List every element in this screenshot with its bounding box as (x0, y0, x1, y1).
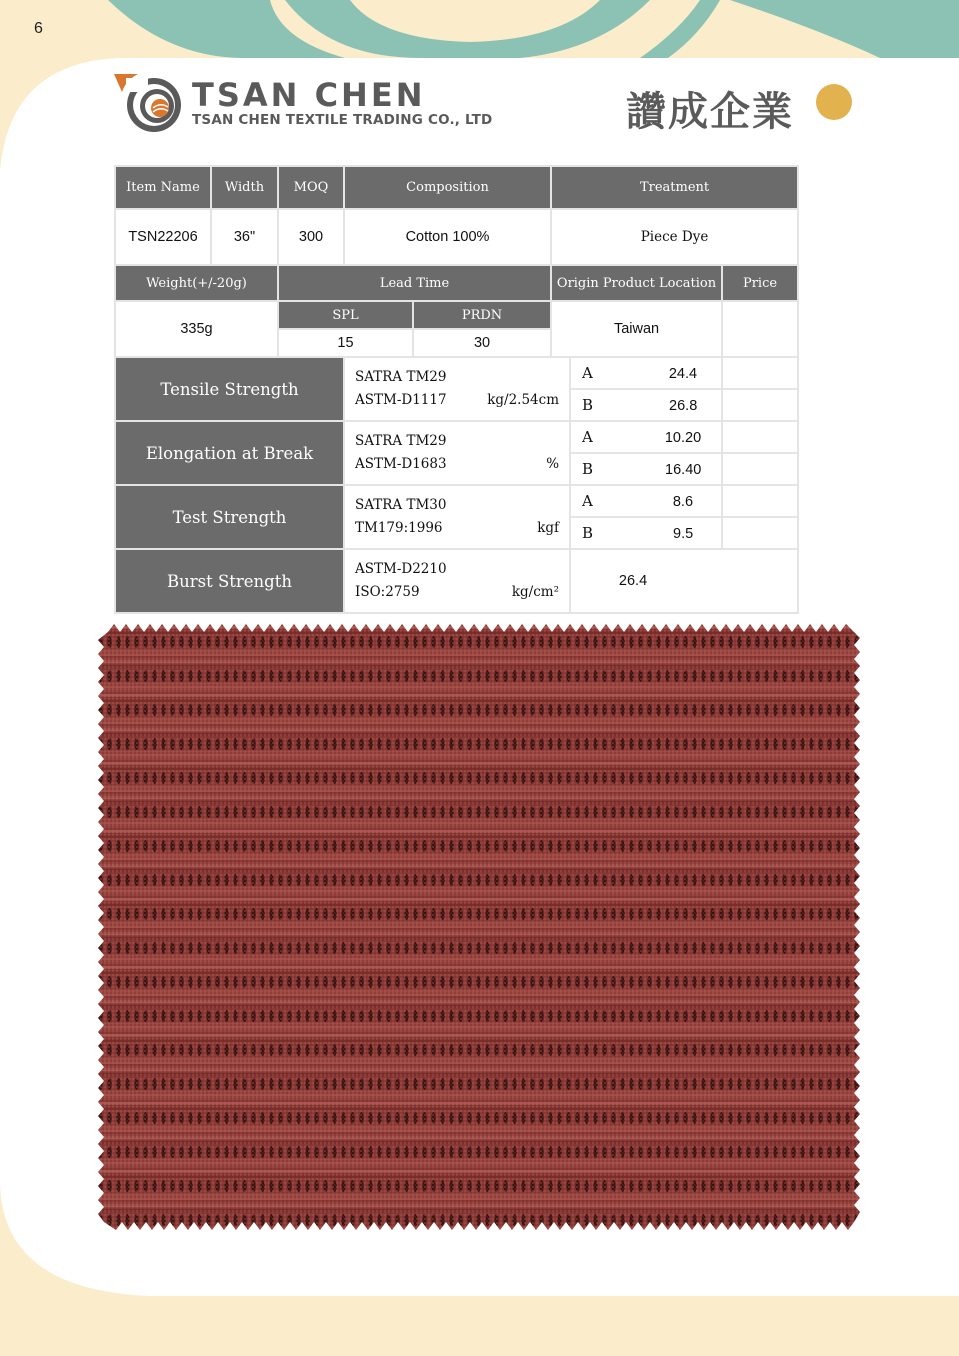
test-a-spacer (722, 485, 798, 517)
brand-dot-icon (816, 84, 852, 120)
burst-name: Burst Strength (115, 549, 344, 613)
spec-table (114, 165, 799, 614)
value-width: 36" (211, 209, 278, 265)
test-name: Elongation at Break (115, 421, 344, 485)
test-unit: kgf (537, 520, 560, 536)
value-moq: 300 (278, 209, 344, 265)
burst-value: 26.4 (570, 549, 798, 613)
value-origin: Taiwan (551, 301, 722, 357)
burst-standard-2: ISO:2759 (355, 584, 420, 600)
test-standard-2: ASTM-D1117 (355, 392, 447, 408)
test-standard (344, 357, 570, 421)
value-price (722, 301, 798, 357)
test-a-value: 24.4 (668, 366, 698, 382)
test-standard-1: SATRA TM29 (355, 369, 447, 385)
test-b-value: 9.5 (673, 526, 694, 542)
test-b-spacer (722, 517, 798, 549)
test-row (115, 485, 798, 517)
header-spl: SPL (278, 301, 413, 329)
test-b-spacer (722, 453, 798, 485)
header-composition: Composition (344, 166, 551, 209)
value-item-name: TSN22206 (115, 209, 211, 265)
value-treatment: Piece Dye (551, 209, 798, 265)
test-name: Test Strength (115, 485, 344, 549)
value-row-1 (115, 209, 798, 265)
test-standard (344, 421, 570, 485)
test-b-spacer (722, 389, 798, 421)
brand-subtitle: TSAN CHEN TEXTILE TRADING CO., LTD (192, 112, 493, 128)
test-b-label: B 26.8 (570, 389, 722, 421)
lead-time-subheader-row (115, 301, 798, 329)
test-b-value: 26.8 (669, 398, 698, 414)
test-a-label: A 10.20 (570, 421, 722, 453)
header-row-2 (115, 265, 798, 301)
test-b-label: B 16.40 (570, 453, 722, 485)
burst-unit: kg/cm² (511, 584, 560, 600)
test-row (115, 421, 798, 453)
company-logo-icon (112, 72, 182, 134)
header-origin: Origin Product Location (551, 265, 722, 301)
header-row-1 (115, 166, 798, 209)
test-row (115, 357, 798, 389)
test-standard-1: SATRA TM29 (355, 433, 447, 449)
header-price: Price (722, 265, 798, 301)
header-width: Width (211, 166, 278, 209)
value-composition: Cotton 100% (344, 209, 551, 265)
value-weight: 335g (115, 301, 278, 357)
test-a-value: 10.20 (664, 430, 702, 446)
value-prdn: 30 (413, 329, 551, 357)
test-unit: kg/2.54cm (487, 392, 560, 408)
brand-block (192, 76, 492, 128)
value-spl: 15 (278, 329, 413, 357)
fabric-swatch-image (96, 618, 864, 1240)
header-treatment: Treatment (551, 166, 798, 209)
test-a-spacer (722, 357, 798, 389)
test-b-value: 16.40 (665, 462, 702, 478)
test-name: Tensile Strength (115, 357, 344, 421)
burst-row (115, 549, 798, 613)
header-item-name: Item Name (115, 166, 211, 209)
page-number: 6 (34, 20, 43, 37)
test-standard-1: SATRA TM30 (355, 497, 447, 513)
header-lead-time: Lead Time (278, 265, 551, 301)
test-standard-2: ASTM-D1683 (355, 456, 447, 472)
header-weight: Weight(+/-20g) (115, 265, 278, 301)
burst-standard-1: ASTM-D2210 (355, 561, 447, 577)
test-a-value: 8.6 (672, 494, 694, 510)
test-standard-2: TM179:1996 (355, 520, 443, 536)
test-a-spacer (722, 421, 798, 453)
test-standard (344, 485, 570, 549)
brand-chinese-name: 讚成企業 (626, 89, 794, 135)
burst-standard (344, 549, 570, 613)
test-a-label: A 8.6 (570, 485, 722, 517)
test-b-label: B 9.5 (570, 517, 722, 549)
header-prdn: PRDN (413, 301, 551, 329)
test-unit: % (546, 456, 560, 472)
header-moq: MOQ (278, 166, 344, 209)
test-a-label: A 24.4 (570, 357, 722, 389)
brand-name: TSAN CHEN (192, 76, 426, 114)
